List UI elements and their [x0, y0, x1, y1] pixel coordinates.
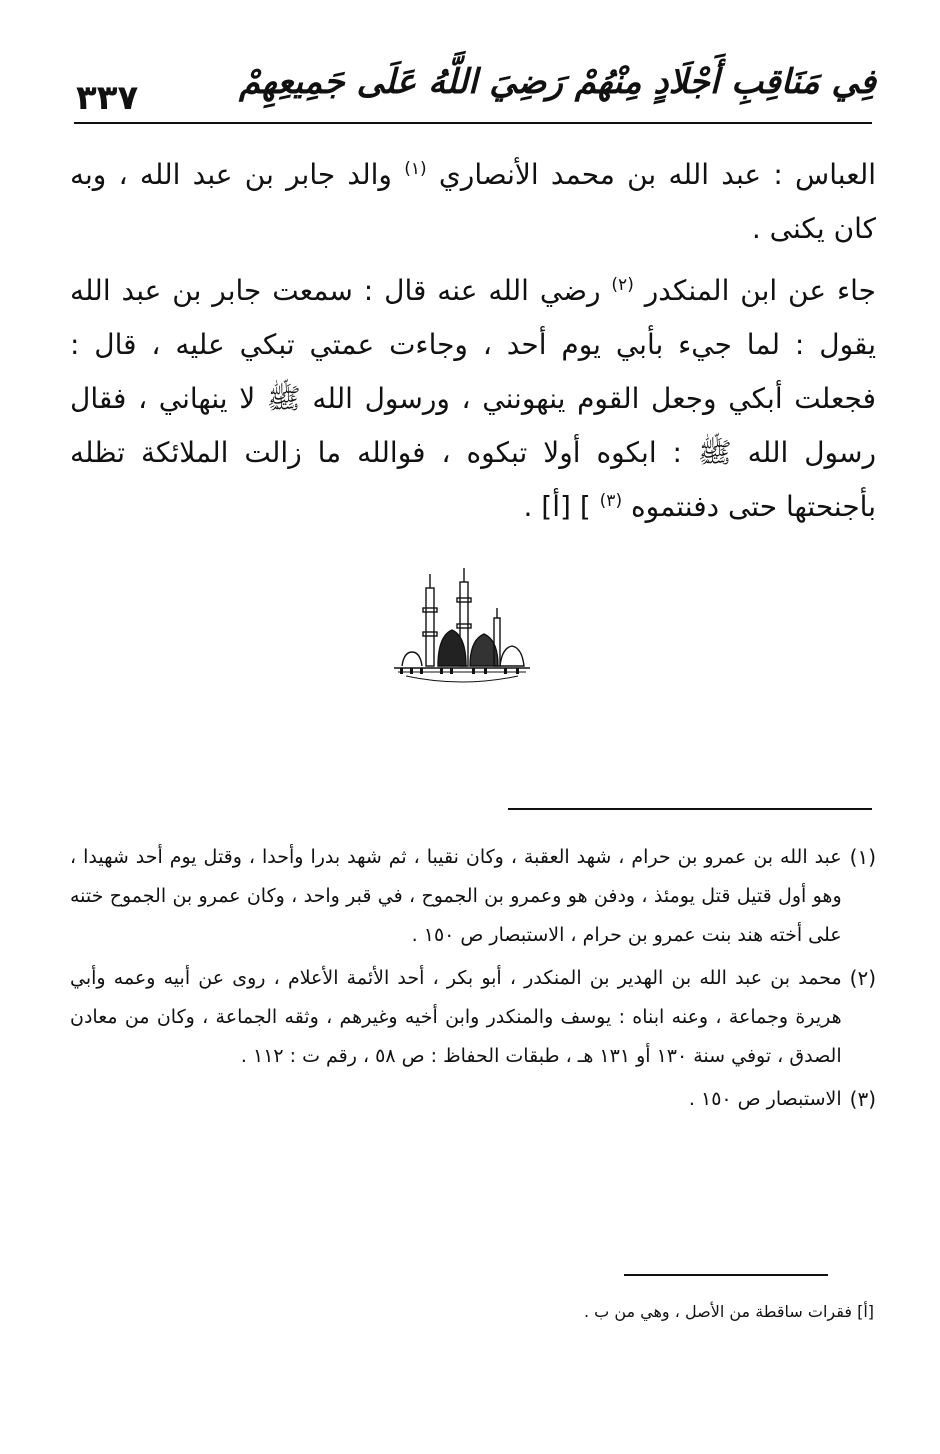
footnote-text: عبد الله بن عمرو بن حرام ، شهد العقبة ، وكان نقيبا ، ثم شهد بدرا وأحدا ، وقتل يوم أحد شهيدا ، وهو أول قتيل قتل يومئذ ، ودفن هو وعمرو بن الجموح ، في قبر واحد ، وكان عمرو بن الجموح ختنه على أخته هند بنت عمرو بن حرام ، الاستبصار ص ١٥٠ . — [70, 846, 842, 946]
paragraph-2 — [70, 264, 876, 534]
footnote-mark: (٣) — [849, 1087, 876, 1111]
variant-rule — [624, 1274, 828, 1276]
paragraph-text: جاء عن ابن المنكدر — [644, 274, 876, 307]
paragraph-text: ] [أ] . — [523, 490, 591, 523]
footnotes — [70, 838, 876, 1123]
header-rule — [74, 122, 872, 124]
footnote-ref: (٣) — [599, 491, 623, 511]
paragraph-text: العباس : عبد الله بن محمد الأنصاري — [438, 158, 877, 191]
paragraph-text: والد جابر بن عبد الله ، وبه كان يكنى . — [70, 158, 876, 245]
running-title: فِي مَنَاقِبِ أَجْلَادٍ مِنْهُمْ رَضِيَ اللَّهُ عَلَى جَمِيعِهِمْ — [238, 62, 876, 102]
footnote-ref: (١) — [404, 159, 427, 179]
footnote-1 — [70, 838, 876, 955]
footnote-3 — [70, 1080, 876, 1119]
footnote-ref: (٢) — [611, 275, 634, 295]
page-header — [76, 56, 876, 116]
paragraph-text: رضي الله عنه قال : سمعت جابر بن عبد الله يقول : لما جيء بأبي يوم أحد ، وجاءت عمتي تبكي عليه ، قال : فجعلت أبكي وجعل القوم ينهونني ، ورسول الله ﷺ لا ينهاني ، فقال رسول الله ﷺ : ابكوه أولا تبكوه ، فوالله ما زالت الملائكة تظله بأجنحتها حتى دفنتموه — [70, 274, 876, 523]
main-text — [70, 148, 876, 534]
footnote-text: محمد بن عبد الله بن الهدير بن المنكدر ، أبو بكر ، أحد الأئمة الأعلام ، روى عن أبيه وعمه وأبي هريرة وجماعة ، وعنه ابناه : يوسف والمنكدر وابن أخيه وغيرهم ، وثقه الجماعة ، وكان من معادن الصدق ، توفي سنة ١٣٠ أو ١٣١ هـ ، طبقات الحفاظ : ص ٥٨ ، رقم ت : ١١٢ . — [70, 967, 842, 1067]
mosque-ornament-icon — [392, 568, 532, 686]
page-number: ٣٣٧ — [76, 78, 139, 118]
footnote-rule — [508, 808, 872, 810]
footnote-text: الاستبصار ص ١٥٠ . — [688, 1088, 842, 1110]
variant-note: [أ] فقرات ساقطة من الأصل ، وهي من ب . — [584, 1302, 874, 1321]
footnote-2 — [70, 959, 876, 1076]
footnote-mark: (١) — [849, 845, 876, 869]
paragraph-1 — [70, 148, 876, 256]
footnote-mark: (٢) — [849, 966, 876, 990]
